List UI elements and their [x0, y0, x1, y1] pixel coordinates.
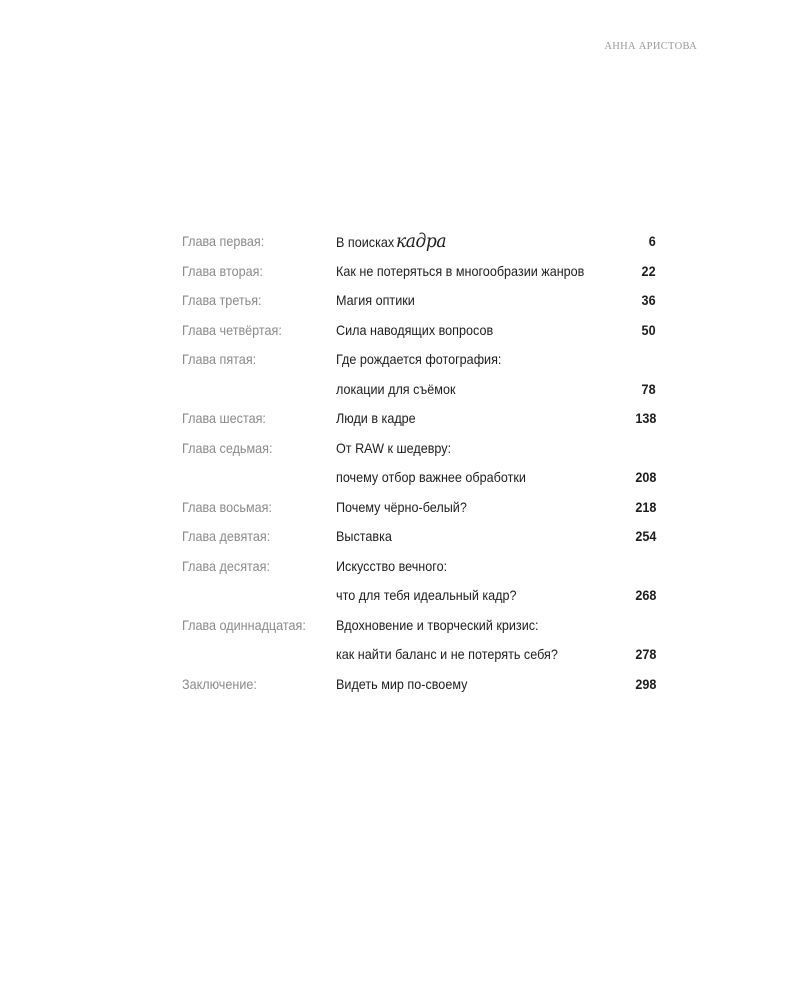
toc-page-number: 268 — [634, 587, 656, 603]
running-head-author: АННА АРИСТОВА — [604, 41, 697, 52]
toc-chapter-label: Глава четвёртая: — [182, 321, 282, 338]
toc-chapter-label: Глава вторая: — [182, 262, 263, 279]
toc-chapter-title: Как не потеряться в многообразии жанров — [336, 262, 585, 279]
toc-row — [182, 641, 656, 671]
toc-row — [182, 287, 656, 317]
toc-row — [182, 553, 656, 583]
toc-chapter-title: Искусство вечного: — [336, 557, 448, 574]
toc-title-script-word: кадра — [395, 230, 447, 252]
toc-chapter-title: Вдохновение и творческий кризис: — [336, 616, 539, 633]
toc-row — [182, 494, 656, 524]
toc-row — [182, 376, 656, 406]
toc-chapter-title: Магия оптики — [336, 292, 415, 308]
toc-page-number: 138 — [634, 410, 656, 426]
toc-chapter-label: Глава восьмая: — [182, 498, 272, 515]
toc-chapter-title: что для тебя идеальный кадр? — [336, 587, 517, 603]
toc-chapter-title: Где рождается фотография: — [336, 351, 502, 367]
toc-chapter-title: почему отбор важнее обработки — [336, 469, 526, 485]
toc-chapter-label: Глава одиннадцатая: — [182, 616, 306, 633]
toc-page-number: 254 — [634, 528, 656, 544]
toc-row — [182, 435, 656, 465]
toc-chapter-title: Люди в кадре — [336, 410, 416, 426]
toc-row — [182, 317, 656, 347]
toc-row — [182, 612, 656, 642]
toc-page-number: 298 — [634, 675, 656, 692]
toc-chapter-label: Глава девятая: — [182, 528, 271, 544]
toc-chapter-title: Выставка — [336, 528, 392, 544]
toc-row — [182, 582, 656, 612]
toc-row — [182, 258, 656, 288]
toc-chapter-title: Почему чёрно-белый? — [336, 498, 467, 515]
toc-chapter-label: Заключение: — [182, 675, 257, 692]
toc-chapter-label: Глава седьмая: — [182, 439, 273, 456]
toc-chapter-label: Глава первая: — [182, 233, 265, 249]
toc-row — [182, 671, 656, 701]
table-of-contents — [182, 228, 656, 700]
toc-chapter-title: локации для съёмок — [336, 380, 456, 397]
toc-page-number: 6 — [648, 233, 656, 249]
toc-page-number: 208 — [634, 469, 656, 485]
toc-row — [182, 523, 656, 553]
toc-chapter-label: Глава пятая: — [182, 351, 257, 367]
toc-chapter-label: Глава шестая: — [182, 410, 266, 426]
toc-title-text: В поисках — [336, 234, 395, 250]
toc-page-number: 218 — [634, 498, 656, 515]
toc-chapter-title — [336, 228, 446, 255]
toc-row — [182, 464, 656, 494]
toc-page-number: 22 — [641, 262, 656, 279]
toc-page-number: 278 — [634, 646, 656, 662]
toc-page-number: 78 — [641, 380, 656, 397]
toc-chapter-title: как найти баланс и не потерять себя? — [336, 646, 558, 662]
toc-page-number: 50 — [641, 321, 656, 338]
toc-chapter-label: Глава десятая: — [182, 557, 270, 574]
toc-row — [182, 228, 656, 258]
toc-row — [182, 405, 656, 435]
toc-page-number: 36 — [641, 292, 656, 308]
toc-row — [182, 346, 656, 376]
toc-chapter-title: От RAW к шедевру: — [336, 439, 452, 456]
toc-chapter-title: Видеть мир по-своему — [336, 675, 468, 692]
toc-chapter-title: Сила наводящих вопросов — [336, 321, 494, 338]
toc-chapter-label: Глава третья: — [182, 292, 262, 308]
